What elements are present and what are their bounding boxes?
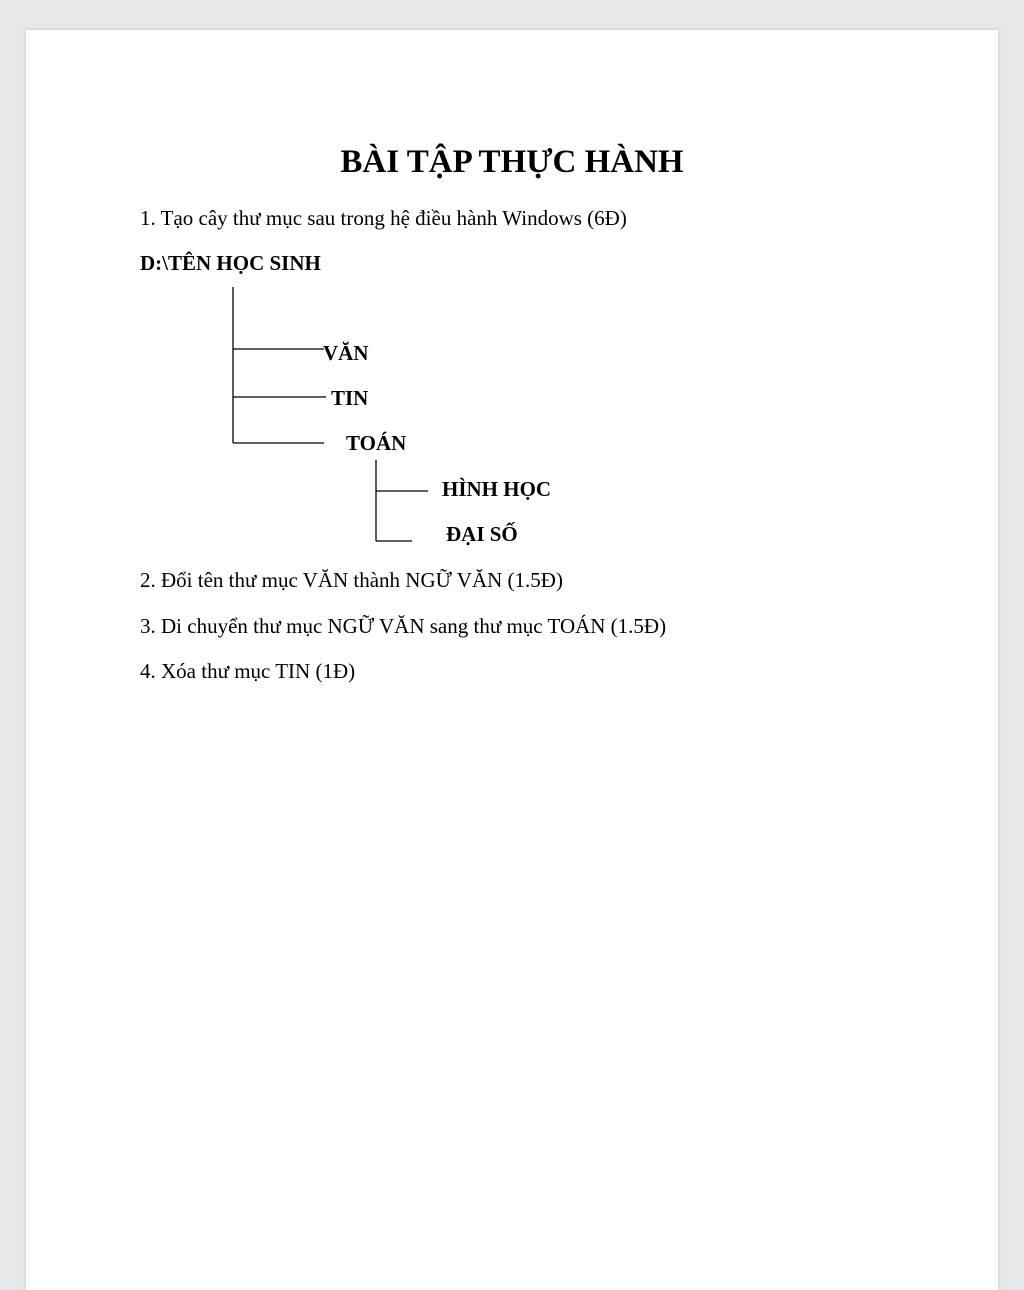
tree-node-dai-so: ĐẠI SỐ [446,522,518,546]
tree-root-label: D:\TÊN HỌC SINH [140,251,321,275]
tree-node-van: VĂN [323,341,369,365]
tree-node-toan: TOÁN [346,431,407,455]
task-2: 2. Đổi tên thư mục VĂN thành NGỮ VĂN (1.5Đ) [140,568,563,592]
tree-node-hinh-hoc: HÌNH HỌC [442,477,552,501]
task-1: 1. Tạo cây thư mục sau trong hệ điều hành Windows (6Đ) [140,206,627,230]
task-4: 4. Xóa thư mục TIN (1Đ) [140,659,356,683]
task-3: 3. Di chuyển thư mục NGỮ VĂN sang thư mục TOÁN (1.5Đ) [140,614,667,638]
document-page [26,30,998,1290]
page-title: BÀI TẬP THỰC HÀNH [340,144,684,180]
tree-node-tin: TIN [331,386,369,410]
